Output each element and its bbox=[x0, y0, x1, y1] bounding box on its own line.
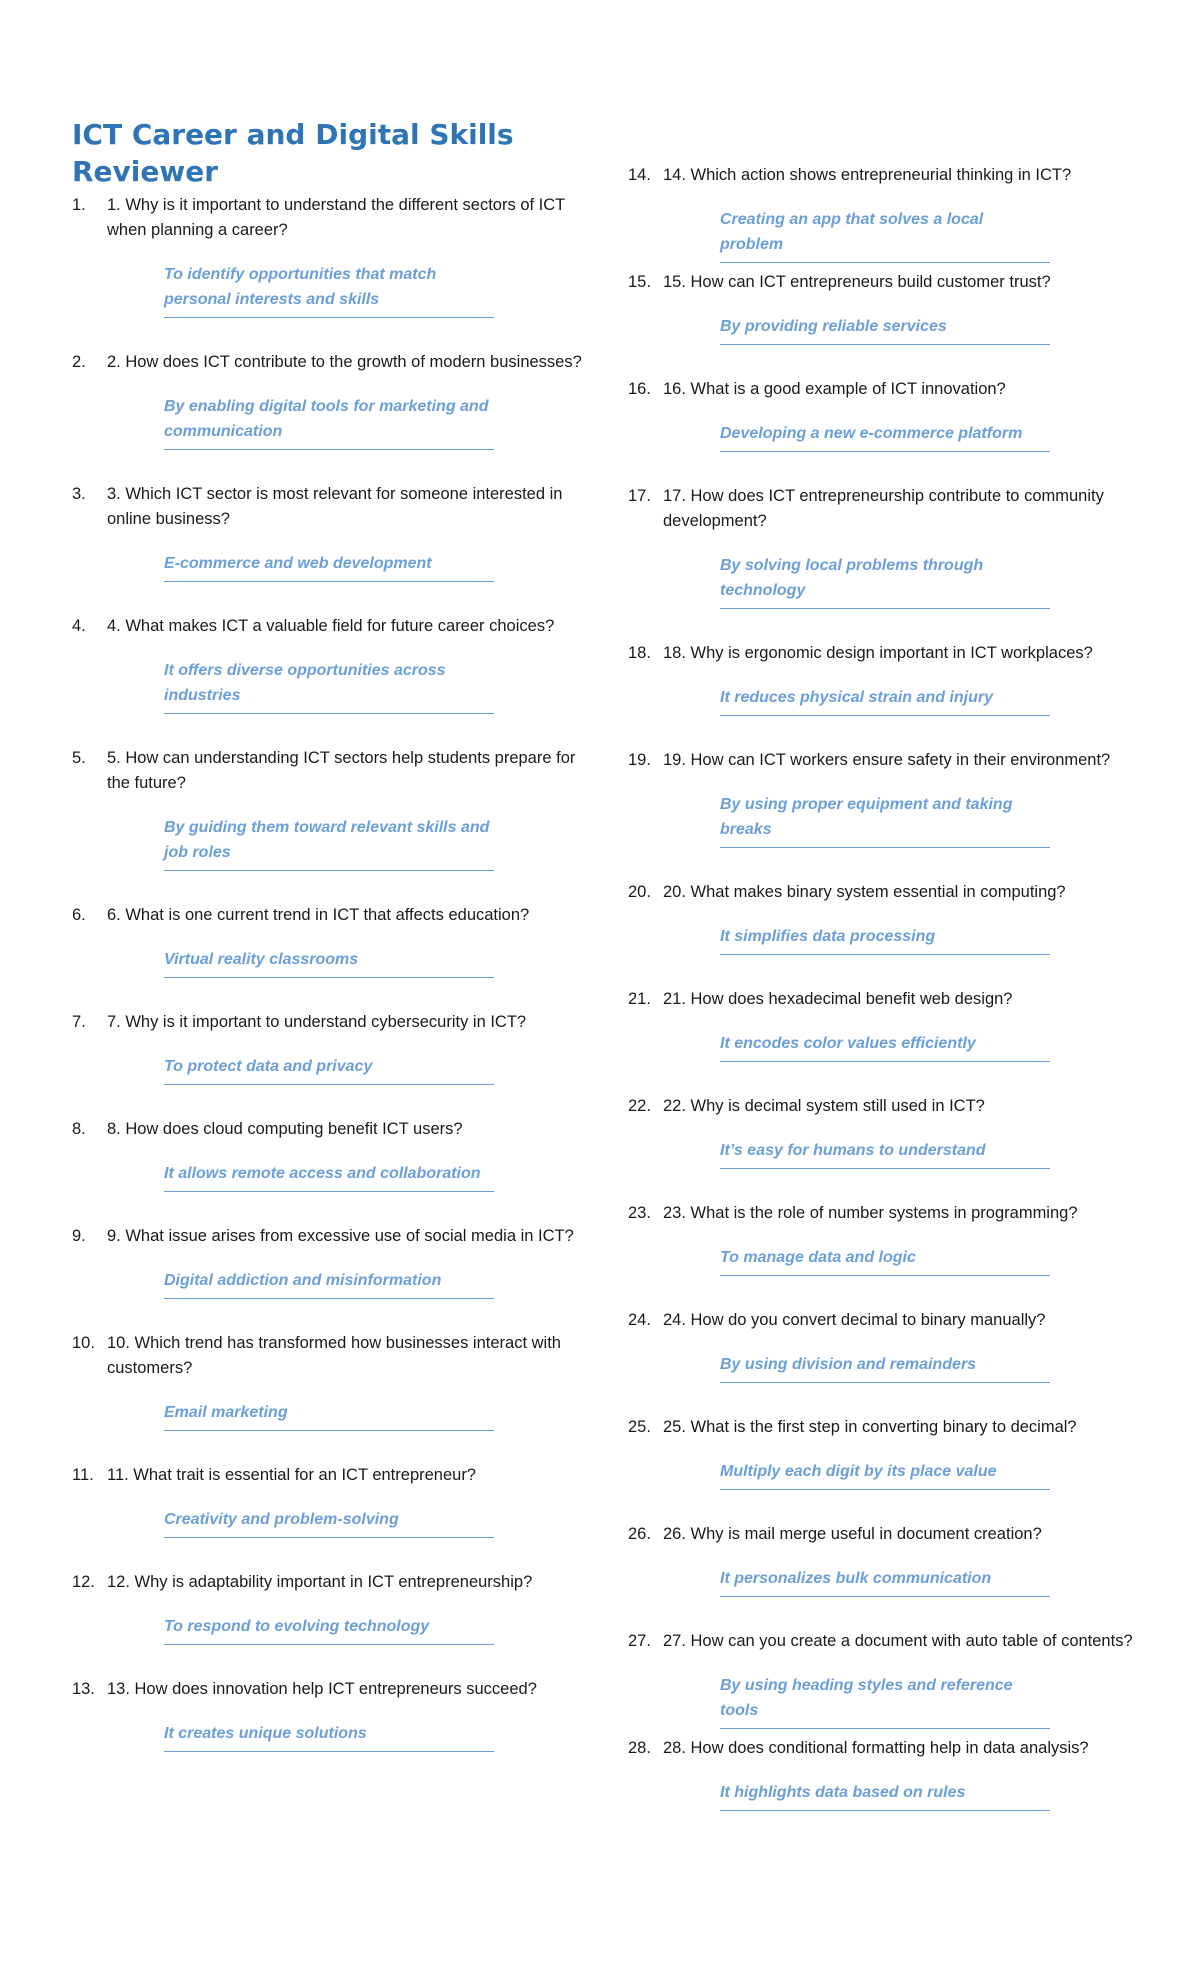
question-number: 3. bbox=[72, 485, 86, 503]
question-item bbox=[628, 987, 1148, 1062]
question-number: 9. bbox=[72, 1227, 86, 1245]
answer-field[interactable]: To protect data and privacy bbox=[164, 1054, 494, 1085]
question-item bbox=[628, 1308, 1148, 1383]
question-item bbox=[628, 641, 1148, 716]
question-text: 28. How does conditional formatting help in data analysis? bbox=[663, 1739, 1089, 1757]
answer-field[interactable]: It’s easy for humans to understand bbox=[720, 1138, 1050, 1169]
answer-field[interactable]: By using heading styles and reference tools bbox=[720, 1673, 1050, 1729]
question-number: 16. bbox=[628, 380, 651, 398]
question-number: 4. bbox=[72, 617, 86, 635]
question-text: 6. What is one current trend in ICT that affects education? bbox=[107, 906, 530, 924]
question-text: 20. What makes binary system essential in computing? bbox=[663, 883, 1066, 901]
question-item bbox=[628, 1736, 1148, 1811]
answer-field[interactable]: It encodes color values efficiently bbox=[720, 1031, 1050, 1062]
answer-field[interactable]: Creativity and problem-solving bbox=[164, 1507, 494, 1538]
question-item bbox=[72, 193, 592, 318]
answer-field[interactable]: Virtual reality classrooms bbox=[164, 947, 494, 978]
question-text: 27. How can you create a document with auto table of contents? bbox=[663, 1632, 1133, 1650]
question-number: 14. bbox=[628, 166, 651, 184]
question-item bbox=[628, 1522, 1148, 1597]
question-number: 23. bbox=[628, 1204, 651, 1222]
answer-field[interactable]: Email marketing bbox=[164, 1400, 494, 1431]
question-number: 21. bbox=[628, 990, 651, 1008]
question-text: 15. How can ICT entrepreneurs build customer trust? bbox=[663, 273, 1051, 291]
question-number: 5. bbox=[72, 749, 86, 767]
question-text: 2. How does ICT contribute to the growth of modern businesses? bbox=[107, 353, 582, 371]
question-item bbox=[72, 1331, 592, 1431]
question-number: 8. bbox=[72, 1120, 86, 1138]
answer-field[interactable]: It allows remote access and collaboration bbox=[164, 1161, 494, 1192]
answer-field[interactable]: By enabling digital tools for marketing and communication bbox=[164, 394, 494, 450]
question-item bbox=[628, 484, 1148, 609]
question-item bbox=[72, 1010, 592, 1085]
question-text: 25. What is the first step in converting binary to decimal? bbox=[663, 1418, 1077, 1436]
answer-field[interactable]: To identify opportunities that match personal interests and skills bbox=[164, 262, 494, 318]
answer-field[interactable]: E-commerce and web development bbox=[164, 551, 494, 582]
question-item bbox=[628, 1201, 1148, 1276]
question-number: 13. bbox=[72, 1680, 95, 1698]
question-number: 15. bbox=[628, 273, 651, 291]
question-item bbox=[72, 350, 592, 450]
question-text: 23. What is the role of number systems in programming? bbox=[663, 1204, 1078, 1222]
question-number: 19. bbox=[628, 751, 651, 769]
question-text: 11. What trait is essential for an ICT entrepreneur? bbox=[107, 1466, 476, 1484]
question-item bbox=[628, 163, 1148, 263]
question-number: 25. bbox=[628, 1418, 651, 1436]
question-item bbox=[628, 377, 1148, 452]
question-text: 9. What issue arises from excessive use of social media in ICT? bbox=[107, 1227, 574, 1245]
question-text: 19. How can ICT workers ensure safety in their environment? bbox=[663, 751, 1111, 769]
question-item bbox=[628, 880, 1148, 955]
question-number: 17. bbox=[628, 487, 651, 505]
answer-field[interactable]: Digital addiction and misinformation bbox=[164, 1268, 494, 1299]
question-text: 18. Why is ergonomic design important in ICT workplaces? bbox=[663, 644, 1093, 662]
question-number: 11. bbox=[72, 1466, 94, 1484]
question-item bbox=[72, 1677, 592, 1752]
answer-field[interactable]: By guiding them toward relevant skills and job roles bbox=[164, 815, 494, 871]
question-item bbox=[72, 1224, 592, 1299]
question-item bbox=[72, 1463, 592, 1538]
answer-field[interactable]: By using division and remainders bbox=[720, 1352, 1050, 1383]
question-text: 21. How does hexadecimal benefit web design? bbox=[663, 990, 1013, 1008]
question-text: 13. How does innovation help ICT entrepreneurs succeed? bbox=[107, 1680, 537, 1698]
question-number: 26. bbox=[628, 1525, 651, 1543]
answer-field[interactable]: It highlights data based on rules bbox=[720, 1780, 1050, 1811]
question-text: 5. How can understanding ICT sectors help students prepare for the future? bbox=[107, 749, 576, 792]
question-text: 22. Why is decimal system still used in ICT? bbox=[663, 1097, 985, 1115]
question-item bbox=[628, 1415, 1148, 1490]
question-number: 18. bbox=[628, 644, 651, 662]
question-item bbox=[72, 903, 592, 978]
question-item bbox=[72, 482, 592, 582]
question-text: 16. What is a good example of ICT innovation? bbox=[663, 380, 1006, 398]
answer-field[interactable]: It offers diverse opportunities across industries bbox=[164, 658, 494, 714]
question-number: 20. bbox=[628, 883, 651, 901]
answer-field[interactable]: Creating an app that solves a local problem bbox=[720, 207, 1050, 263]
question-item bbox=[628, 270, 1148, 345]
question-text: 4. What makes ICT a valuable field for future career choices? bbox=[107, 617, 555, 635]
question-item bbox=[72, 614, 592, 714]
question-item bbox=[72, 746, 592, 871]
question-text: 26. Why is mail merge useful in document creation? bbox=[663, 1525, 1042, 1543]
question-number: 27. bbox=[628, 1632, 651, 1650]
answer-field[interactable]: To manage data and logic bbox=[720, 1245, 1050, 1276]
answer-field[interactable]: To respond to evolving technology bbox=[164, 1614, 494, 1645]
question-text: 3. Which ICT sector is most relevant for someone interested in online business? bbox=[107, 485, 563, 528]
question-item bbox=[628, 748, 1148, 848]
question-number: 2. bbox=[72, 353, 86, 371]
answer-field[interactable]: By solving local problems through technology bbox=[720, 553, 1050, 609]
answer-field[interactable]: It reduces physical strain and injury bbox=[720, 685, 1050, 716]
answer-field[interactable]: Developing a new e-commerce platform bbox=[720, 421, 1050, 452]
question-number: 24. bbox=[628, 1311, 651, 1329]
question-text: 8. How does cloud computing benefit ICT users? bbox=[107, 1120, 463, 1138]
question-number: 10. bbox=[72, 1334, 95, 1352]
page-title: ICT Career and Digital Skills Reviewer bbox=[72, 118, 514, 188]
question-text: 7. Why is it important to understand cybersecurity in ICT? bbox=[107, 1013, 527, 1031]
answer-field[interactable]: By providing reliable services bbox=[720, 314, 1050, 345]
question-text: 1. Why is it important to understand the different sectors of ICT when planning a career? bbox=[107, 196, 565, 239]
question-number: 1. bbox=[72, 196, 86, 214]
question-text: 14. Which action shows entrepreneurial thinking in ICT? bbox=[663, 166, 1072, 184]
question-item bbox=[628, 1094, 1148, 1169]
answer-field[interactable]: It creates unique solutions bbox=[164, 1721, 494, 1752]
question-item bbox=[628, 1629, 1148, 1729]
question-text: 24. How do you convert decimal to binary manually? bbox=[663, 1311, 1046, 1329]
question-item bbox=[72, 1570, 592, 1645]
question-text: 12. Why is adaptability important in ICT entrepreneurship? bbox=[107, 1573, 533, 1591]
answer-field[interactable]: Multiply each digit by its place value bbox=[720, 1459, 1050, 1490]
answer-field[interactable]: It simplifies data processing bbox=[720, 924, 1050, 955]
question-number: 12. bbox=[72, 1573, 95, 1591]
answer-field[interactable]: By using proper equipment and taking breaks bbox=[720, 792, 1050, 848]
answer-field[interactable]: It personalizes bulk communication bbox=[720, 1566, 1050, 1597]
question-text: 17. How does ICT entrepreneurship contribute to community development? bbox=[663, 487, 1104, 530]
question-text: 10. Which trend has transformed how businesses interact with customers? bbox=[107, 1334, 561, 1377]
question-number: 28. bbox=[628, 1739, 651, 1757]
question-number: 7. bbox=[72, 1013, 86, 1031]
question-number: 6. bbox=[72, 906, 86, 924]
question-number: 22. bbox=[628, 1097, 651, 1115]
question-item bbox=[72, 1117, 592, 1192]
